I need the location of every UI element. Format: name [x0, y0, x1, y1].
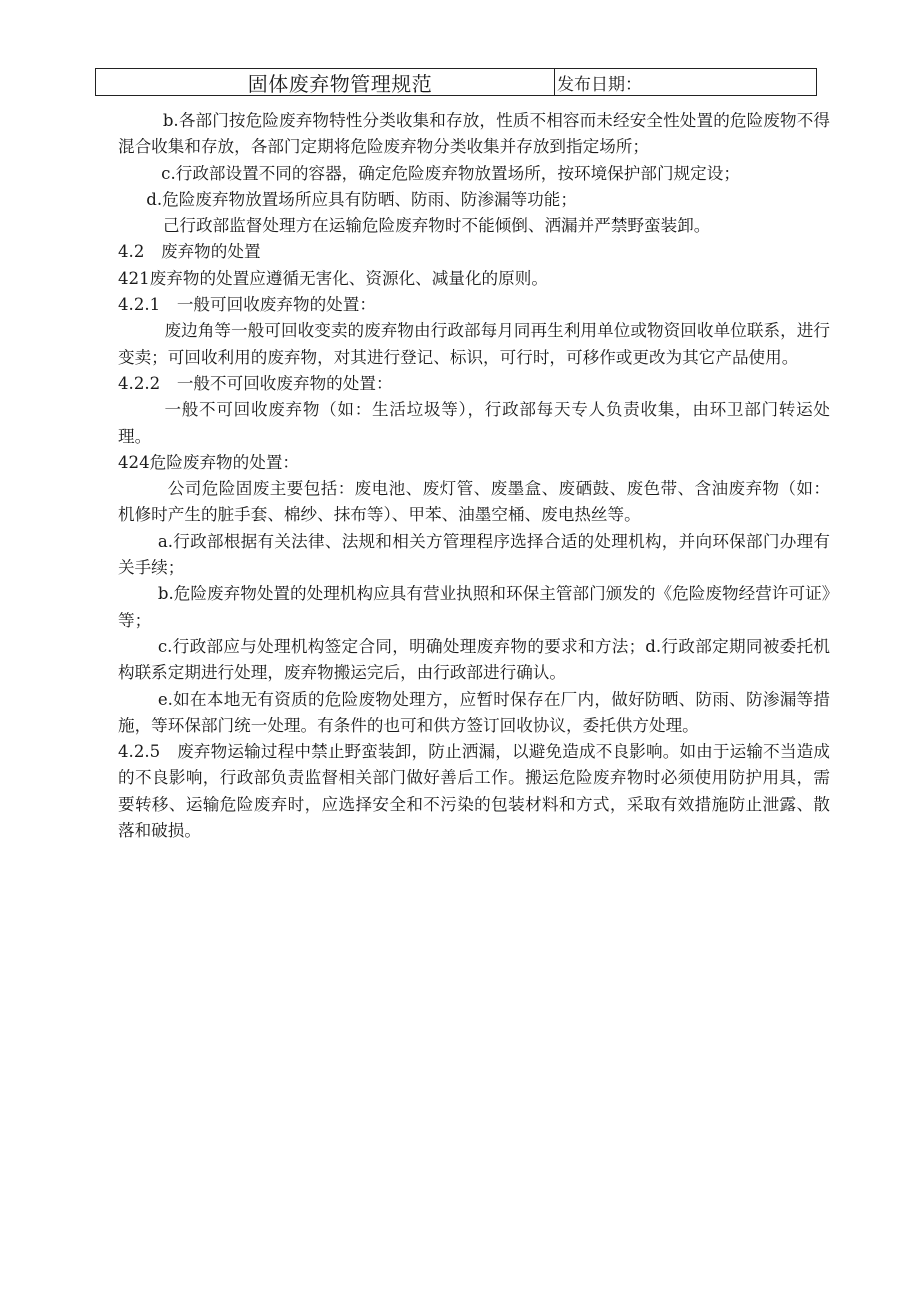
- paragraph-recyclable-waste: 废边角等一般可回收变卖的废弃物由行政部每月同再生利用单位或物资回收单位联系，进行变卖；可回收利用的废弃物，对其进行登记、标识，可行时，可移作或更改为其它产品使用。: [118, 321, 830, 367]
- section-heading-4-2-1: 4.2.1 一般可回收废弃物的处置：: [118, 295, 376, 315]
- paragraph-d-storage: d.危险废弃物放置场所应具有防晒、防雨、防渗漏等功能；: [146, 189, 577, 209]
- paragraph-b-sorting: b.各部门按危险废弃物特性分类收集和存放，性质不相容而未经安全性处置的危险废物不得混合收集和存放，各部门定期将危险废弃物分类收集并存放到指定场所；: [118, 111, 830, 157]
- paragraph-hazardous-e: e.如在本地无有资质的危险废物处理方，应暂时保存在厂内，做好防晒、防雨、防渗漏等措施，等环保部门统一处理。有条件的也可和供方签订回收协议，委托供方处理。: [118, 689, 830, 735]
- paragraph-hazardous-b: b.危险废弃物处置的处理机构应具有营业执照和环保主管部门颁发的《危险废物经营许可证》等；: [118, 584, 830, 630]
- section-heading-4-2-4: 424危险废弃物的处置：: [118, 452, 300, 472]
- document-body: [118, 108, 830, 844]
- section-heading-4-2-2: 4.2.2 一般不可回收废弃物的处置：: [118, 373, 393, 393]
- paragraph-hazardous-types: 公司危险固废主要包括：废电池、废灯管、废墨盒、废硒鼓、废色带、含油废弃物（如：机修时产生的脏手套、棉纱、抹布等）、甲苯、油墨空桶、废电热丝等。: [118, 479, 830, 525]
- paragraph-4-2-1-principle: 421废弃物的处置应遵循无害化、资源化、减量化的原则。: [118, 268, 548, 288]
- document-title: 固体废弃物管理规范: [96, 69, 555, 95]
- document-header: [95, 68, 817, 96]
- section-heading-4-2: 4.2 废弃物的处置: [118, 242, 261, 262]
- paragraph-non-recyclable-waste: 一般不可回收废弃物（如：生活垃圾等），行政部每天专人负责收集，由环卫部门转运处理。: [118, 400, 830, 446]
- publish-date-label: 发布日期：: [557, 74, 642, 95]
- paragraph-hazardous-a: a.行政部根据有关法律、法规和相关方管理程序选择合适的处理机构，并向环保部门办理有关手续；: [118, 531, 830, 578]
- paragraph-4-2-5-transport: 4.2.5 废弃物运输过程中禁止野蛮装卸，防止洒漏，以避免造成不良影响。如由于运输不当造成的不良影响，行政部负责监督相关部门做好善后工作。搬运危险废弃物时必须使用防护用具，需要转移、运输危险废弃时，应选择安全和不污染的包装材料和方式，采取有效措施防止泄露、散落和破损。: [118, 742, 830, 841]
- paragraph-hazardous-c-d: c.行政部应与处理机构签定合同，明确处理废弃物的要求和方法；d.行政部定期同被委托机构联系定期进行处理，废弃物搬运完后，由行政部进行确认。: [118, 636, 830, 683]
- paragraph-c-containers: c.行政部设置不同的容器，确定危险废弃物放置场所，按环境保护部门规定设；: [161, 163, 740, 183]
- paragraph-e-supervision: 己行政部监督处理方在运输危险废弃物时不能倾倒、洒漏并严禁野蛮装卸。: [162, 216, 711, 236]
